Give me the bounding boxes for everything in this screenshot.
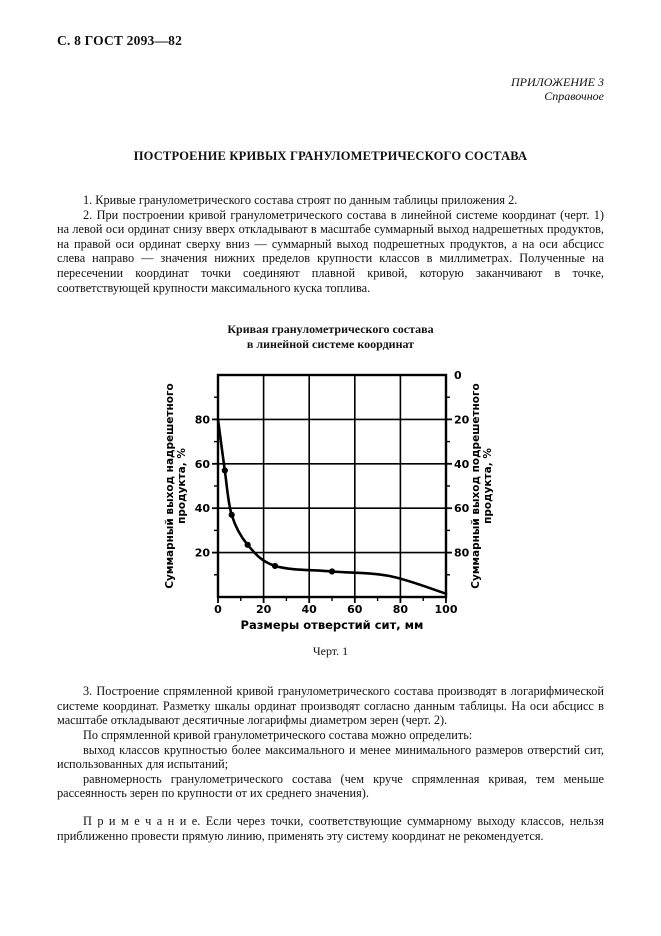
data-point-marker [221,468,227,474]
annex-block [57,75,604,103]
annex-sublabel: Справочное [544,89,604,103]
right-tick-label: 40 [453,457,469,471]
annex-label: ПРИЛОЖЕНИЕ 3 [511,75,604,89]
data-point-marker [228,512,234,518]
figure-title-line2: в линейной системе координат [246,337,415,352]
figure-caption: Черт. 1 [312,644,349,659]
right-tick-label: 0 [453,369,462,383]
x-tick-label: 20 [255,603,271,617]
left-tick-label: 80 [194,413,210,427]
left-tick-label: 60 [194,457,210,471]
x-tick-label: 0 [213,603,222,617]
figure-title-line1: Кривая гранулометрического состава [227,322,434,337]
data-point-marker [328,569,334,575]
cumulative-curve [218,420,446,594]
x-tick-label: 60 [346,603,362,617]
x-tick-label: 100 [434,603,457,617]
paragraph-5: выход классов крупностью более максимального и менее минимального размеров отверстий сит, использованных для испытаний; [57,742,604,772]
left-axis-title: Суммарный выход надрешетногопродукта, % [163,383,188,589]
document-title: ПОСТРОЕНИЕ КРИВЫХ ГРАНУЛОМЕТРИЧЕСКОГО СОСТАВА [133,149,528,163]
left-tick-label: 20 [194,546,210,560]
paragraph-2: 2. При построении кривой гранулометрического состава в линейной системе координат (черт. 1) на левой оси ординат снизу вверх откладывают в масштабе суммарный выход надрешетных продуктов, на правой оси ординат сверху вниз — суммарный выход подрешетных продуктов, а на оси абсцисс слева направо — значения нижних пределов крупности классов в миллиметрах. Полученные на пересечении координат точки соединяют плавной кривой, которую заканчивают в точке, соответствующей крупности максимального куска топлива. [57,207,604,295]
right-tick-label: 20 [453,413,469,427]
x-tick-label: 80 [392,603,408,617]
data-point-marker [271,563,277,569]
paragraph-4: По спрямленной кривой гранулометрического состава можно определить: [83,727,473,742]
note-paragraph: П р и м е ч а н и е. Если через точки, соответствующие суммарному выходу классов, нельзя приближенно провести прямую линию, применять эту систему координат не рекомендуется. [57,813,604,843]
data-point-marker [244,542,250,548]
right-axis-title: Суммарный выход подрешетногопродукта, % [469,383,494,589]
figure-title [57,322,604,352]
left-tick-label: 40 [194,502,210,516]
right-tick-label: 60 [453,502,469,516]
plot-border [218,375,446,597]
granulometric-curve-chart [161,360,501,642]
paragraph-3: 3. Построение спрямленной кривой гранулометрического состава производят в логарифмической системе координат. Разметку шкалы ординат производят согласно данным таблицы. На оси абсцисс в масштабе откладывают десятичные логарифмы диаметром зерен (черт. 2). [57,684,604,728]
right-tick-label: 80 [453,546,469,560]
paragraph-1: 1. Кривые гранулометрического состава строят по данным таблицы приложения 2. [83,193,518,207]
page-header: С. 8 ГОСТ 2093—82 [57,33,183,48]
x-tick-label: 40 [301,603,317,617]
paragraph-6: равномерность гранулометрического состава (чем круче спрямленная кривая, тем меньше рассеянность зерен по крупности от их среднего значения). [57,771,604,801]
x-axis-title: Размеры отверстий сит, мм [240,618,423,633]
